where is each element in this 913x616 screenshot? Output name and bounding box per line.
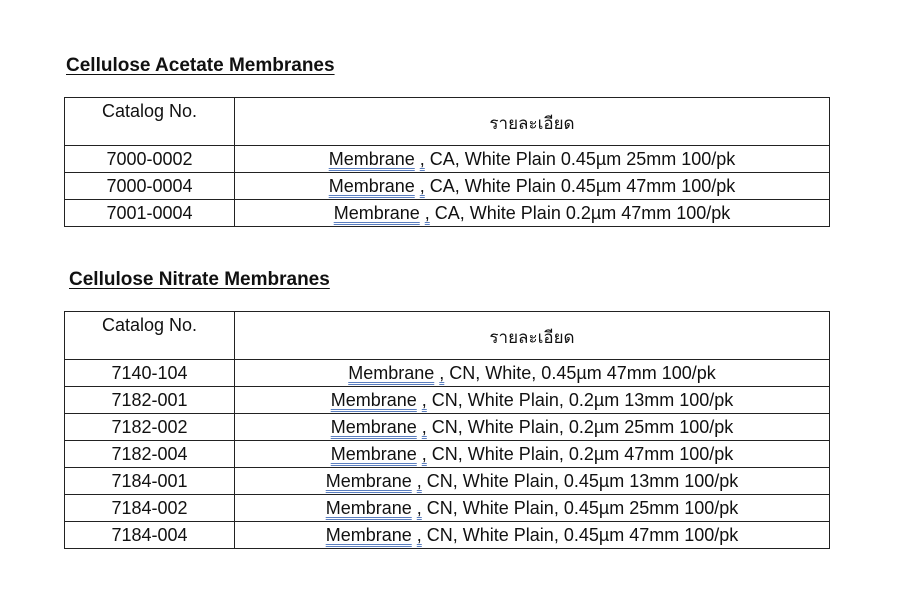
- separator-comma: ,: [416, 497, 422, 518]
- column-header-catalog-no: Catalog No.: [65, 98, 235, 146]
- table-row: [65, 200, 830, 227]
- table-header-row: [65, 98, 830, 146]
- section-title-cellulose-acetate: Cellulose Acetate Membranes: [66, 55, 335, 76]
- product-name: Membrane: [333, 202, 420, 223]
- description-cell: [235, 200, 830, 227]
- table-row: [65, 414, 830, 441]
- table-row: [65, 173, 830, 200]
- table-body: [65, 360, 830, 549]
- product-name: Membrane: [330, 416, 417, 437]
- separator-comma: ,: [439, 362, 445, 383]
- catalog-number-cell: 7000-0002: [65, 146, 235, 173]
- catalog-number-cell: 7140-104: [65, 360, 235, 387]
- separator-comma: ,: [421, 443, 427, 464]
- product-name: Membrane: [328, 148, 415, 169]
- table-header-row: [65, 312, 830, 360]
- product-detail: CN, White Plain, 0.2µm 47mm 100/pk: [426, 443, 734, 464]
- description-cell: [235, 360, 830, 387]
- product-name: Membrane: [330, 389, 417, 410]
- table-row: [65, 360, 830, 387]
- catalog-number-cell: 7184-004: [65, 522, 235, 549]
- catalog-number-cell: 7184-001: [65, 468, 235, 495]
- description-cell: [235, 414, 830, 441]
- separator-comma: ,: [421, 416, 427, 437]
- section-title-cellulose-nitrate: Cellulose Nitrate Membranes: [69, 269, 330, 290]
- description-cell: [235, 146, 830, 173]
- separator-comma: ,: [419, 148, 425, 169]
- column-header-catalog-no: Catalog No.: [65, 312, 235, 360]
- description-cell: [235, 173, 830, 200]
- product-name: Membrane: [325, 470, 412, 491]
- catalog-number-cell: 7184-002: [65, 495, 235, 522]
- table-row: [65, 441, 830, 468]
- product-name: Membrane: [325, 524, 412, 545]
- description-cell: [235, 441, 830, 468]
- cellulose-nitrate-table: [64, 311, 830, 549]
- catalog-number-cell: 7001-0004: [65, 200, 235, 227]
- catalog-number-cell: 7182-002: [65, 414, 235, 441]
- description-cell: [235, 495, 830, 522]
- separator-comma: ,: [421, 389, 427, 410]
- column-header-details: รายละเอียด: [235, 312, 830, 360]
- table-body: [65, 146, 830, 227]
- catalog-number-cell: 7182-004: [65, 441, 235, 468]
- product-name: Membrane: [325, 497, 412, 518]
- catalog-number-cell: 7000-0004: [65, 173, 235, 200]
- cellulose-acetate-table: [64, 97, 830, 227]
- product-detail: CN, White Plain, 0.45µm 13mm 100/pk: [421, 470, 739, 491]
- description-cell: [235, 468, 830, 495]
- table-row: [65, 468, 830, 495]
- table-row: [65, 522, 830, 549]
- product-name: Membrane: [348, 362, 435, 383]
- product-name: Membrane: [330, 443, 417, 464]
- table-row: [65, 387, 830, 414]
- product-detail: CN, White Plain, 0.2µm 25mm 100/pk: [426, 416, 734, 437]
- product-detail: CN, White Plain, 0.2µm 13mm 100/pk: [426, 389, 734, 410]
- separator-comma: ,: [424, 202, 430, 223]
- product-detail: CN, White, 0.45µm 47mm 100/pk: [444, 362, 716, 383]
- separator-comma: ,: [416, 524, 422, 545]
- table-row: [65, 146, 830, 173]
- product-detail: CN, White Plain, 0.45µm 47mm 100/pk: [421, 524, 739, 545]
- product-detail: CA, White Plain 0.45µm 25mm 100/pk: [424, 148, 736, 169]
- table-row: [65, 495, 830, 522]
- catalog-number-cell: 7182-001: [65, 387, 235, 414]
- product-detail: CA, White Plain 0.2µm 47mm 100/pk: [429, 202, 731, 223]
- description-cell: [235, 522, 830, 549]
- description-cell: [235, 387, 830, 414]
- product-detail: CA, White Plain 0.45µm 47mm 100/pk: [424, 175, 736, 196]
- separator-comma: ,: [419, 175, 425, 196]
- separator-comma: ,: [416, 470, 422, 491]
- column-header-details: รายละเอียด: [235, 98, 830, 146]
- product-detail: CN, White Plain, 0.45µm 25mm 100/pk: [421, 497, 739, 518]
- product-name: Membrane: [328, 175, 415, 196]
